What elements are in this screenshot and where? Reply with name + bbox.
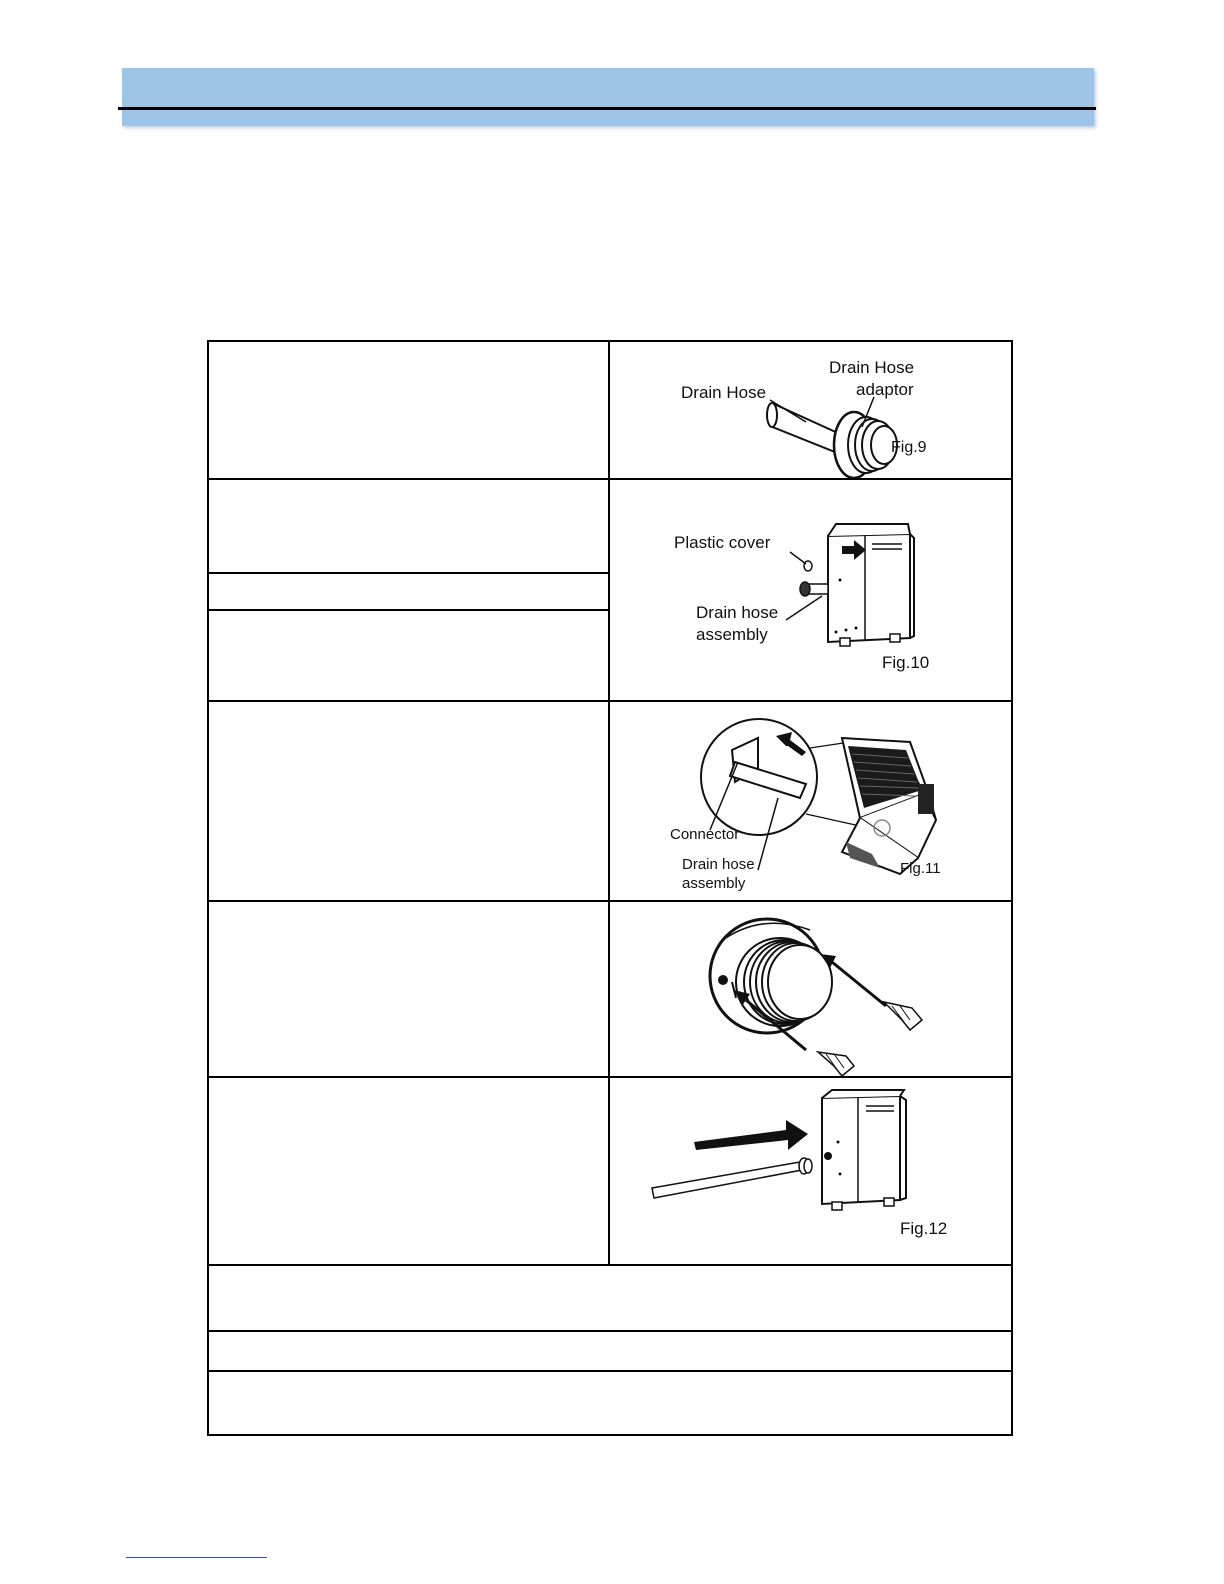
figure-cell-fig12 [609, 1077, 1012, 1265]
fig10-assembly-label-line2: assembly [696, 625, 768, 644]
figure-cell-fig10 [609, 479, 1012, 701]
fig10-plastic-cover-label: Plastic cover [674, 533, 771, 552]
step-text-cell [208, 341, 609, 479]
note-row [208, 1265, 1012, 1331]
fig11-caption: Fig.11 [900, 860, 941, 877]
figure-cell-fig9 [609, 341, 1012, 479]
fig11-connector-label: Connector [670, 826, 740, 843]
step-text-cell [208, 1077, 609, 1265]
step-text-cell [208, 479, 609, 573]
header-band [122, 68, 1094, 126]
connector-illustration [610, 702, 1011, 900]
note-row [208, 1371, 1012, 1435]
continuous-drain-illustration [610, 1078, 1011, 1264]
step-text-cell [208, 901, 609, 1077]
fig11-assembly-label-line1: Drain hose [682, 856, 755, 873]
fig9-adaptor-label-line1: Drain Hose [829, 358, 915, 377]
drain-hose-install-illustration [610, 480, 1011, 700]
fig9-caption: Fig.9 [891, 439, 927, 456]
note-row [208, 1331, 1012, 1371]
step-text-cell [208, 701, 609, 901]
header-rule [118, 107, 1096, 110]
figure-cell-fig11 [609, 701, 1012, 901]
fig10-caption: Fig.10 [882, 653, 930, 672]
instructions-table [207, 340, 1013, 1436]
fig10-assembly-label-line1: Drain hose [696, 603, 779, 622]
figure-cell-adaptor-screws [609, 901, 1012, 1077]
footer-link-underline[interactable] [126, 1557, 267, 1558]
step-text-cell [208, 573, 609, 610]
fig12-caption: Fig.12 [900, 1219, 948, 1238]
fig9-adaptor-label-line2: adaptor [856, 380, 914, 399]
fig9-drain-hose-label: Drain Hose [681, 383, 767, 402]
adaptor-screws-illustration [610, 902, 1011, 1076]
drain-hose-adaptor-illustration [610, 342, 1011, 478]
step-text-cell [208, 610, 609, 701]
fig11-assembly-label-line2: assembly [682, 875, 746, 892]
